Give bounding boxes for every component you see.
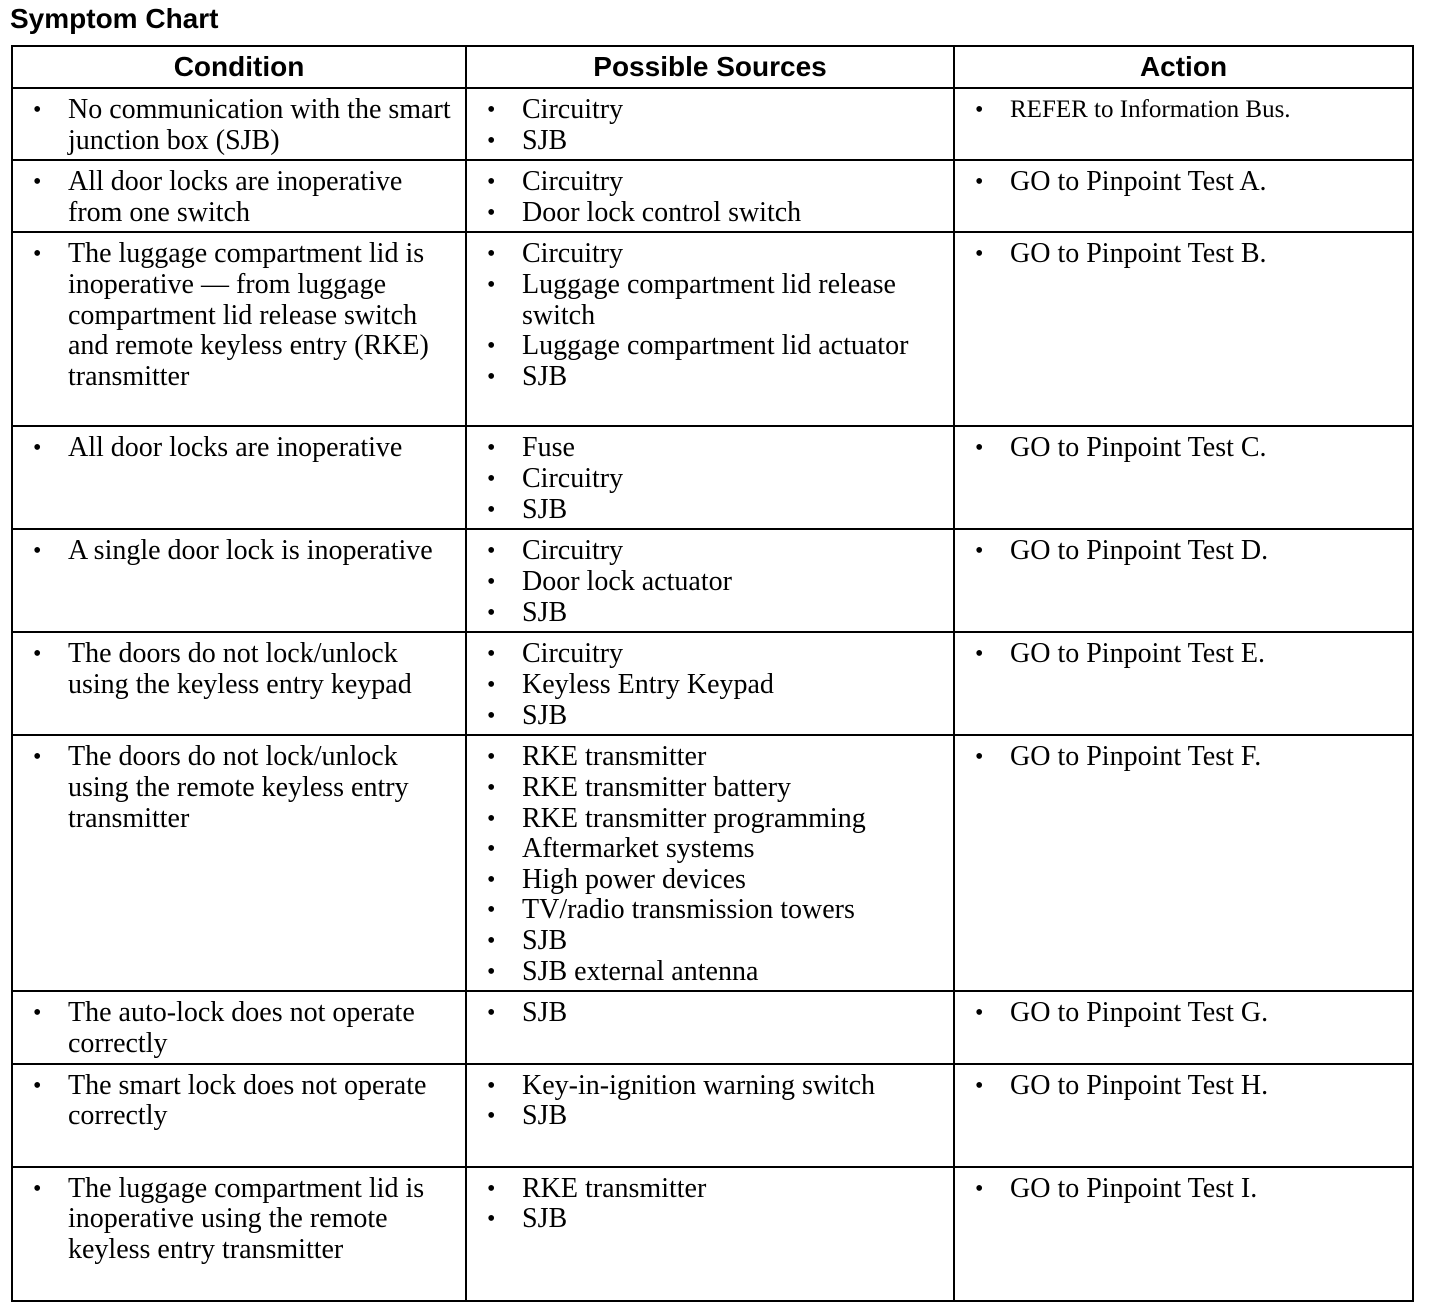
action-cell xyxy=(954,160,1413,232)
bullet-icon: • xyxy=(33,538,42,565)
condition-list xyxy=(23,1071,457,1132)
bullet-icon: • xyxy=(975,744,984,771)
list-item-text: SJB xyxy=(522,493,568,525)
sources-cell xyxy=(466,160,954,232)
list-item xyxy=(965,998,1404,1029)
action-list xyxy=(965,167,1404,198)
table-row xyxy=(12,88,1413,160)
bullet-icon: • xyxy=(975,169,984,196)
list-item xyxy=(477,773,945,804)
bullet-icon: • xyxy=(33,1000,42,1027)
list-item-text: The doors do not lock/unlock using the remote keyless entry transmitter xyxy=(68,741,409,834)
header-action: Action xyxy=(954,46,1413,88)
list-item-text: The auto-lock does not operate correctly xyxy=(68,997,415,1059)
action-list xyxy=(965,742,1404,773)
list-item xyxy=(23,95,457,156)
list-item xyxy=(477,926,945,957)
list-item xyxy=(477,270,945,331)
sources-list xyxy=(477,639,945,731)
list-item xyxy=(477,126,945,157)
list-item-text: GO to Pinpoint Test E. xyxy=(1010,638,1265,670)
bullet-icon: • xyxy=(487,333,496,360)
action-cell xyxy=(954,632,1413,735)
action-cell xyxy=(954,735,1413,991)
list-item xyxy=(23,1174,457,1266)
bullet-icon: • xyxy=(487,97,496,123)
bullet-icon: • xyxy=(487,805,496,832)
list-item xyxy=(477,834,945,865)
list-item-text: SJB xyxy=(522,1203,568,1235)
list-item xyxy=(23,167,457,228)
bullet-icon: • xyxy=(487,744,496,771)
list-item-text: Luggage compartment lid actuator xyxy=(522,330,909,362)
list-item-text: TV/radio transmission towers xyxy=(522,894,855,926)
action-cell xyxy=(954,88,1413,160)
list-item-text: SJB xyxy=(522,124,568,156)
list-item-text: Circuitry xyxy=(522,462,624,494)
sources-cell xyxy=(466,88,954,160)
list-item-text: All door locks are inoperative from one switch xyxy=(68,166,403,228)
condition-cell xyxy=(12,160,466,232)
condition-list xyxy=(23,239,457,392)
list-item xyxy=(965,95,1404,126)
action-list xyxy=(965,95,1404,126)
bullet-icon: • xyxy=(487,363,496,390)
list-item xyxy=(965,239,1404,270)
list-item-text: High power devices xyxy=(522,863,746,895)
list-item xyxy=(965,639,1404,670)
list-item-text: SJB xyxy=(522,924,568,956)
sources-list xyxy=(477,536,945,628)
condition-list xyxy=(23,536,457,567)
condition-cell xyxy=(12,529,466,632)
list-item-text: GO to Pinpoint Test C. xyxy=(1010,432,1267,464)
list-item xyxy=(477,567,945,598)
list-item-text: All door locks are inoperative xyxy=(68,432,403,464)
bullet-icon: • xyxy=(487,241,496,268)
sources-list xyxy=(477,1071,945,1132)
condition-list xyxy=(23,95,457,156)
sources-list xyxy=(477,95,945,156)
sources-cell xyxy=(466,735,954,991)
list-item-text: GO to Pinpoint Test G. xyxy=(1010,997,1269,1029)
page-title: Symptom Chart xyxy=(10,3,219,34)
list-item xyxy=(23,1071,457,1132)
condition-list xyxy=(23,742,457,834)
bullet-icon: • xyxy=(487,897,496,924)
action-cell xyxy=(954,232,1413,426)
list-item xyxy=(477,1174,945,1205)
sources-cell xyxy=(466,632,954,735)
list-item-text: GO to Pinpoint Test I. xyxy=(1010,1172,1258,1204)
list-item xyxy=(477,495,945,526)
bullet-icon: • xyxy=(975,97,984,123)
list-item-text: Key-in-ignition warning switch xyxy=(522,1069,876,1101)
bullet-icon: • xyxy=(33,97,42,123)
table-row xyxy=(12,991,1413,1063)
action-list xyxy=(965,433,1404,464)
list-item-text: REFER to Information Bus. xyxy=(1010,96,1291,123)
chart-body xyxy=(12,88,1413,1301)
list-item-text: SJB xyxy=(522,997,568,1029)
list-item xyxy=(477,167,945,198)
list-item xyxy=(23,742,457,834)
bullet-icon: • xyxy=(487,1072,496,1099)
list-item xyxy=(477,1071,945,1102)
table-row xyxy=(12,232,1413,426)
bullet-icon: • xyxy=(487,169,496,196)
bullet-icon: • xyxy=(487,774,496,801)
list-item xyxy=(477,198,945,229)
list-item xyxy=(477,639,945,670)
list-item xyxy=(477,464,945,495)
condition-cell xyxy=(12,426,466,529)
bullet-icon: • xyxy=(487,1103,496,1130)
condition-list xyxy=(23,639,457,700)
table-row xyxy=(12,160,1413,232)
bullet-icon: • xyxy=(975,1072,984,1099)
condition-cell xyxy=(12,232,466,426)
bullet-icon: • xyxy=(33,641,42,668)
bullet-icon: • xyxy=(487,127,496,154)
list-item-text: Circuitry xyxy=(522,94,624,125)
bullet-icon: • xyxy=(487,836,496,863)
list-item-text: The smart lock does not operate correctly xyxy=(68,1069,427,1132)
sources-cell xyxy=(466,1064,954,1167)
condition-list xyxy=(23,1174,457,1266)
list-item xyxy=(965,433,1404,464)
list-item-text: GO to Pinpoint Test D. xyxy=(1010,535,1269,567)
list-item xyxy=(965,536,1404,567)
list-item-text: RKE transmitter xyxy=(522,1172,707,1204)
bullet-icon: • xyxy=(33,241,42,268)
bullet-icon: • xyxy=(33,744,42,771)
sources-list xyxy=(477,167,945,228)
bullet-icon: • xyxy=(487,465,496,492)
list-item xyxy=(477,998,945,1029)
condition-list xyxy=(23,433,457,464)
bullet-icon: • xyxy=(975,1000,984,1027)
list-item-text: The doors do not lock/unlock using the keyless entry keypad xyxy=(68,638,412,700)
condition-list xyxy=(23,998,457,1059)
list-item-text: RKE transmitter xyxy=(522,741,707,773)
list-item xyxy=(477,598,945,629)
list-item xyxy=(477,536,945,567)
table-row xyxy=(12,632,1413,735)
list-item xyxy=(477,957,945,988)
condition-cell xyxy=(12,632,466,735)
action-list xyxy=(965,239,1404,270)
action-list xyxy=(965,1071,1404,1102)
table-row xyxy=(12,1064,1413,1167)
sources-cell xyxy=(466,1167,954,1301)
bullet-icon: • xyxy=(487,435,496,462)
sources-list xyxy=(477,998,945,1029)
bullet-icon: • xyxy=(487,271,496,298)
list-item-text: Aftermarket systems xyxy=(522,833,755,865)
list-item-text: Circuitry xyxy=(522,166,624,198)
list-item xyxy=(965,742,1404,773)
bullet-icon: • xyxy=(975,641,984,668)
condition-cell xyxy=(12,1167,466,1301)
bullet-icon: • xyxy=(975,241,984,268)
list-item xyxy=(477,895,945,926)
symptom-chart-table xyxy=(11,45,1414,1302)
list-item xyxy=(23,639,457,700)
action-cell xyxy=(954,1167,1413,1301)
bullet-icon: • xyxy=(487,1000,496,1027)
sources-list xyxy=(477,742,945,987)
list-item xyxy=(477,95,945,126)
table-row xyxy=(12,735,1413,991)
header-condition: Condition xyxy=(12,46,466,88)
list-item xyxy=(477,804,945,835)
list-item-text: Door lock actuator xyxy=(522,565,732,597)
list-item xyxy=(23,239,457,392)
list-item-text: SJB xyxy=(522,1100,568,1132)
condition-cell xyxy=(12,1064,466,1167)
bullet-icon: • xyxy=(975,435,984,462)
bullet-icon: • xyxy=(33,1072,42,1099)
list-item xyxy=(23,998,457,1059)
list-item xyxy=(477,1204,945,1235)
list-item-text: Circuitry xyxy=(522,638,624,670)
condition-cell xyxy=(12,991,466,1063)
list-item-text: GO to Pinpoint Test F. xyxy=(1010,741,1262,773)
list-item xyxy=(965,1174,1404,1205)
condition-list xyxy=(23,167,457,228)
bullet-icon: • xyxy=(487,538,496,565)
bullet-icon: • xyxy=(487,496,496,523)
list-item-text: Circuitry xyxy=(522,238,624,270)
list-item-text: No communication with the smart junction box (SJB) xyxy=(68,94,451,156)
list-item-text: Door lock control switch xyxy=(522,196,802,228)
sources-list xyxy=(477,239,945,392)
table-row xyxy=(12,426,1413,529)
list-item-text: SJB xyxy=(522,699,568,731)
list-item-text: Luggage compartment lid release switch xyxy=(522,268,896,331)
bullet-icon: • xyxy=(487,199,496,226)
list-item-text: Keyless Entry Keypad xyxy=(522,668,774,700)
bullet-icon: • xyxy=(487,958,496,985)
list-item-text: RKE transmitter battery xyxy=(522,771,792,803)
header-possible-sources: Possible Sources xyxy=(466,46,954,88)
header-row xyxy=(12,46,1413,88)
condition-cell xyxy=(12,88,466,160)
bullet-icon: • xyxy=(487,641,496,668)
list-item-text: GO to Pinpoint Test A. xyxy=(1010,166,1267,198)
action-cell xyxy=(954,529,1413,632)
bullet-icon: • xyxy=(487,1206,496,1233)
sources-cell xyxy=(466,529,954,632)
bullet-icon: • xyxy=(487,702,496,729)
list-item xyxy=(477,239,945,270)
action-cell xyxy=(954,1064,1413,1167)
list-item-text: The luggage compartment lid is inoperative — from luggage compartment lid release switch and remote keyless entry (RKE) transmitter xyxy=(68,238,429,392)
sources-list xyxy=(477,433,945,525)
list-item xyxy=(477,670,945,701)
bullet-icon: • xyxy=(487,599,496,626)
list-item-text: SJB external antenna xyxy=(522,955,759,987)
list-item-text: GO to Pinpoint Test B. xyxy=(1010,238,1267,270)
action-list xyxy=(965,536,1404,567)
list-item xyxy=(477,1101,945,1132)
bullet-icon: • xyxy=(487,568,496,595)
action-cell xyxy=(954,991,1413,1063)
action-cell xyxy=(954,426,1413,529)
bullet-icon: • xyxy=(487,1175,496,1202)
action-list xyxy=(965,1174,1404,1205)
list-item-text: The luggage compartment lid is inoperative using the remote keyless entry transmitter xyxy=(68,1172,425,1265)
list-item xyxy=(965,167,1404,198)
list-item-text: GO to Pinpoint Test H. xyxy=(1010,1069,1269,1101)
bullet-icon: • xyxy=(487,866,496,893)
list-item-text: SJB xyxy=(522,360,568,392)
list-item-text: Fuse xyxy=(522,432,575,464)
list-item-text: Circuitry xyxy=(522,535,624,567)
sources-cell xyxy=(466,426,954,529)
sources-cell xyxy=(466,991,954,1063)
list-item xyxy=(477,742,945,773)
table-row xyxy=(12,529,1413,632)
list-item xyxy=(965,1071,1404,1102)
table-row xyxy=(12,1167,1413,1301)
bullet-icon: • xyxy=(975,1175,984,1202)
list-item-text: SJB xyxy=(522,596,568,628)
list-item-text: A single door lock is inoperative xyxy=(68,535,433,567)
condition-cell xyxy=(12,735,466,991)
bullet-icon: • xyxy=(487,671,496,698)
bullet-icon: • xyxy=(487,927,496,954)
list-item xyxy=(477,362,945,393)
sources-cell xyxy=(466,232,954,426)
bullet-icon: • xyxy=(975,538,984,565)
list-item xyxy=(477,865,945,896)
bullet-icon: • xyxy=(33,435,42,462)
list-item xyxy=(477,433,945,464)
action-list xyxy=(965,639,1404,670)
list-item xyxy=(23,536,457,567)
list-item xyxy=(477,331,945,362)
list-item-text: RKE transmitter programming xyxy=(522,802,866,834)
bullet-icon: • xyxy=(33,1175,42,1202)
bullet-icon: • xyxy=(33,169,42,196)
sources-list xyxy=(477,1174,945,1235)
list-item xyxy=(23,433,457,464)
list-item xyxy=(477,701,945,732)
action-list xyxy=(965,998,1404,1029)
